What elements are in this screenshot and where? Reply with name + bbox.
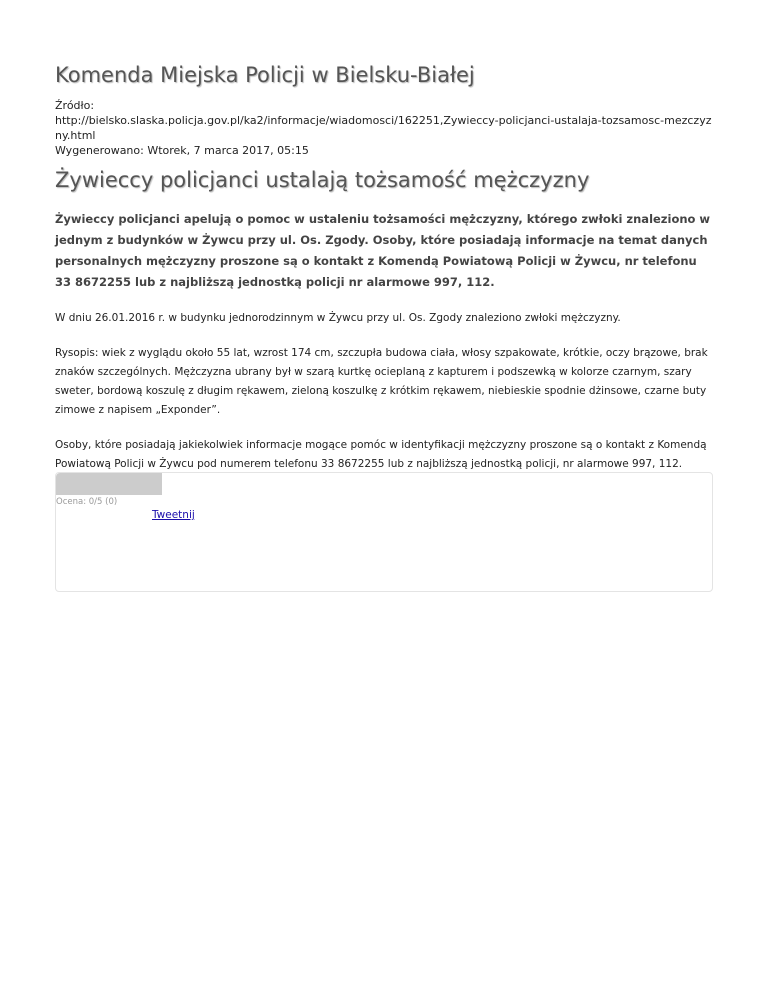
source-url: http://bielsko.slaska.policja.gov.pl/ka2/informacje/wiadomosci/162251,Zywieccy-policjanci-ustalaja-tozsamosc-mezczyzny.html [55,114,712,142]
tweet-link[interactable]: Tweetnij [152,509,195,521]
rating-box [55,472,713,592]
article-paragraph: Osoby, które posiadają jakiekolwiek informacje mogące pomóc w identyfikacji mężczyzny proszone są o kontakt z Komendą Powiatową Policji w Żywcu pod numerem telefonu 33 8672255 lub z najbliższą jednostką policji, nr alarmowe 997, 112. [55,439,707,470]
source-meta [55,98,713,158]
article-title: Żywieccy policjanci ustalają tożsamość mężczyzny [55,168,590,192]
source-label: Źródło: [55,99,95,112]
article-lead: Żywieccy policjanci apelują o pomoc w ustaleniu tożsamości mężczyzny, którego zwłoki znaleziono w jednym z budynków w Żywcu przy ul. Os. Zgody. Osoby, które posiadają informacje na temat danych personalnych mężczyzny proszone są o kontakt z Komendą Powiatową Policji w Żywcu, nr telefonu 33 8672255 lub z najbliższą jednostką policji nr alarmowe 997, 112. [55,212,711,289]
generated-date: Wygenerowano: Wtorek, 7 marca 2017, 05:15 [55,144,309,157]
article-paragraph: Rysopis: wiek z wyglądu około 55 lat, wzrost 174 cm, szczupła budowa ciała, włosy szpakowate, krótkie, oczy brązowe, brak znaków szczególnych. Mężczyzna ubrany był w szarą kurtkę ocieplaną z kapturem i podszewką w kolorze czarnym, szary sweter, bordową koszulę z długim rękawem, zieloną koszulkę z krótkim rękawem, niebieskie spodnie dżinsowe, czarne buty zimowe z napisem „Exponder”. [55,347,708,416]
site-title: Komenda Miejska Policji w Bielsku-Białej [55,63,475,87]
page-content [55,58,713,474]
article-paragraph: W dniu 26.01.2016 r. w budynku jednorodzinnym w Żywcu przy ul. Os. Zgody znaleziono zwłoki mężczyzny. [55,312,621,324]
rating-label: Ocena: 0/5 (0) [56,497,118,507]
rating-bar[interactable] [56,473,162,495]
